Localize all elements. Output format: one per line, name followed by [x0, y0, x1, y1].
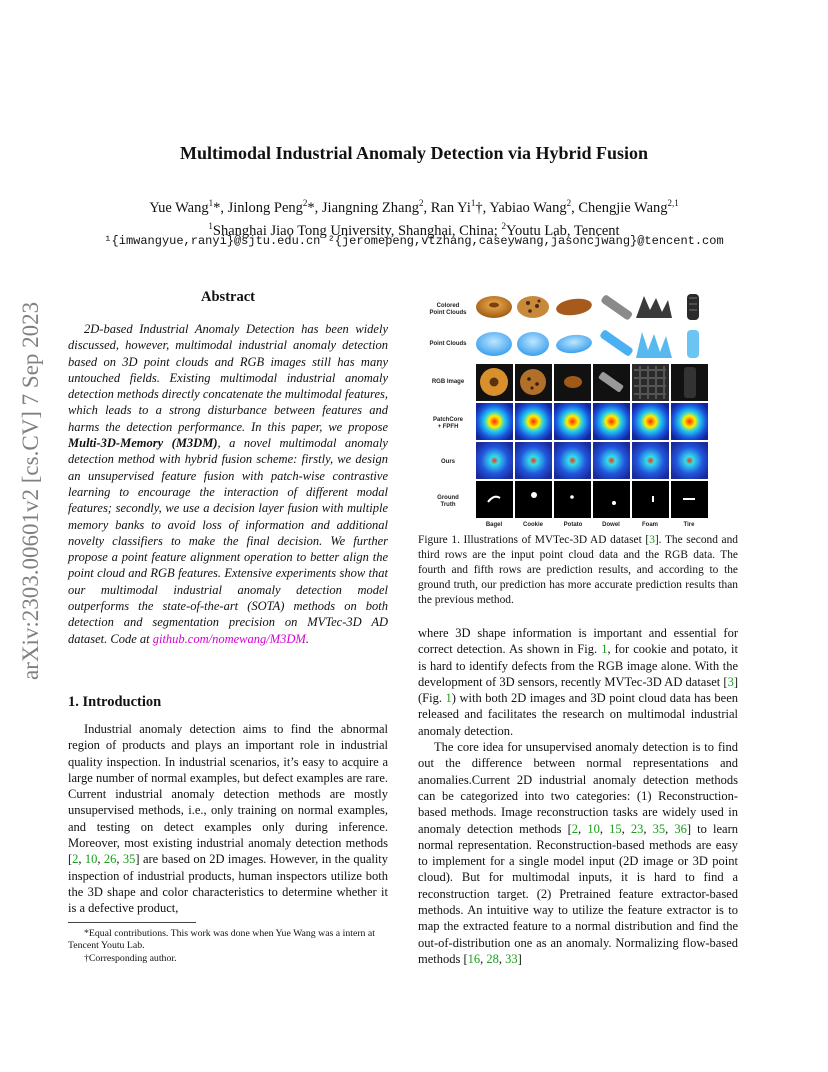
intro-heading: 1. Introduction [68, 694, 162, 710]
row-label-patchcore: PatchCore [432, 417, 464, 423]
citation-link[interactable]: 10 [84, 852, 98, 867]
figure-1-caption: Figure 1. Illustrations of MVTec-3D AD dataset [3]. The second and third rows are the input point cloud data and the RGB data. The fourth and fifth rows are prediction results, and according to the ground truth, our prediction has more accurate prediction results than the previous method. [418, 534, 738, 606]
row-label-gt: Ground [437, 495, 459, 501]
col-label-potato: Potato [563, 522, 583, 528]
citation-link[interactable]: 3 [727, 674, 734, 689]
author-block [0, 194, 828, 240]
citation-link[interactable]: 35 [652, 821, 666, 836]
row-label-colored-2: Point Clouds [429, 310, 467, 316]
col-label-dowel: Dowel [602, 522, 620, 528]
citation-link[interactable]: 15 [609, 821, 622, 836]
citation-link[interactable]: 35 [122, 852, 136, 867]
citation-link[interactable]: 2 [72, 852, 79, 867]
citation-link[interactable]: 26 [103, 852, 117, 867]
row-point-clouds [476, 329, 699, 358]
method-name: Multi-3D-Memory (M3DM) [68, 436, 218, 451]
row-ours-predictions [476, 442, 708, 479]
right-column-body [418, 625, 738, 967]
arxiv-stamp: arXiv:2303.00601v2 [cs.CV] 7 Sep 2023 [18, 301, 43, 680]
citation-link[interactable]: 23 [630, 821, 644, 836]
row-label-pointcloud: Point Clouds [429, 341, 467, 347]
row-label-rgb: RGB Image [431, 379, 465, 385]
affiliations: $^1$Shanghai Jiao Tong University, Shanghai, China; $^2$Youtu Lab, Tencent [208, 220, 620, 239]
col-label-foam: Foam [641, 522, 659, 528]
col-label-bagel: Bagel [485, 522, 503, 528]
abstract-body: 2D-based Industrial Anomaly Detection has been widely discussed, however, multimodal industrial anomaly detection based on 3D point clouds and RGB images still has many untouched fields. Existing multimodal industrial anomaly detection methods directly concatenate the multimodal features, which leads to a strong disturbance between features and harms the detection performance. In this paper, we propose Multi-3D-Memory (M3DM), a novel multimodal anomaly detection method with hybrid fusion scheme: firstly, we design an unsupervised feature fusion with patch-wise contrastive learning to encourage the interaction of different modal features; secondly, we use a decision layer fusion with multiple memory banks to avoid loss of information and additional novelty classifiers to make the final decision. We further propose a point feature alignment operation to better align the point cloud and RGB features. Extensive experiments show that our multimodal industrial anomaly detection model outperforms the state-of-the-art (SOTA) methods on both detection and segmentation precision on MVTec-3D AD dataset. Code at github.com/nomewang/M3DM. [68, 322, 388, 646]
author-emails: ¹{imwangyue,ranyi}@sjtu.edu.cn ²{jeromepeng,vtzhang,caseywang,jasoncjwang}@tencent.com [104, 234, 724, 248]
right-paragraph-1: where 3D shape information is important and essential for correct detection. As shown in Fig. 1, for cookie and potato, it is hard to identify defects from the RGB image alone. With the development of 3D sensors, recently MVTec-3D AD dataset [3] (Fig. 1) with both 2D images and 3D point cloud data has been released and facilitates the research on multimodal industrial anomaly detection. [418, 626, 738, 738]
row-colored-point-clouds [476, 294, 699, 321]
col-label-tire: Tire [683, 522, 695, 528]
citation-link[interactable]: 28 [486, 951, 499, 966]
footnote-equal-contrib: *Equal contributions. This work was done when Yue Wang was a intern at Tencent Youtu Lab. [68, 928, 375, 951]
row-label-gt-2: Truth [440, 502, 456, 508]
figure-1-image [418, 294, 738, 529]
citation-link[interactable]: 10 [587, 821, 600, 836]
paper-title: Multimodal Industrial Anomaly Detection via Hybrid Fusion [179, 143, 649, 163]
footnote-divider [68, 922, 196, 923]
row-label-patchcore-2: + FPFH [437, 424, 459, 430]
citation-link[interactable]: 16 [467, 951, 481, 966]
figure-1 [418, 294, 738, 529]
intro-paragraph: Industrial anomaly detection aims to find the abnormal region of products and plays an important role in industrial quality inspection. In industrial scenarios, it’s easy to acquire a large number of normal examples, but defect examples are rare. Current industrial anomaly detection methods are mostly unsupervised methods, i.e., only training on normal examples, and testing on detect examples only during inference. Moreover, most existing industrial anomaly detection methods [2, 10, 26, 35] are based on 2D images. However, in the quality inspection of industrial products, human inspectors utilize both the 3D shape and color characteristics to determine whether it is a defective product, [68, 722, 389, 916]
row-label-colored: Colored [436, 303, 460, 309]
column-labels [486, 522, 695, 528]
figure-ref-link[interactable]: 1 [445, 691, 452, 706]
right-paragraph-2: The core idea for unsupervised anomaly detection is to find out the difference between normal representations and anomalies.Current 2D industrial anomaly detection methods can be categorized into two categories: (1) Reconstruction-based methods. Image reconstruction tasks are widely used in anomaly detection methods [2, 10, 15, 23, 35, 36] to learn normal representation. Reconstruction-based methods are easy to implement for a single model input (2D image or 3D point cloud). But for multimodal inputs, it is hard to find a reconstruction target. (2) Pretrained feature extractor-based methods. An intuitive way to utilize the feature extractor is to map the extracted feature to a normal distribution and find the out-of-distribution one as an anomaly. Normalizing flow-based methods [16, 28, 33] [418, 740, 739, 966]
figure-ref-link[interactable]: 1 [601, 642, 608, 657]
row-labels [430, 303, 468, 508]
row-patchcore-predictions [476, 403, 708, 440]
code-link[interactable]: github.com/nomewang/M3DM [152, 631, 306, 646]
citation-link[interactable]: 36 [674, 821, 687, 836]
row-rgb-images [476, 364, 708, 401]
row-ground-truth [476, 481, 708, 518]
col-label-cookie: Cookie [522, 522, 544, 528]
footnote-corresponding: †Corresponding author. [84, 953, 177, 964]
row-label-ours: Ours [440, 459, 456, 465]
abstract-heading: Abstract [201, 289, 255, 305]
author-list: Yue Wang$^1$*, Jinlong Peng$^2$*, Jiangning Zhang$^2$, Ran Yi$^1$†, Yabiao Wang$^2$, Chengjie Wang$^{2,1}$ [149, 198, 679, 216]
citation-link[interactable]: 2 [571, 821, 579, 836]
citation-link[interactable]: 3 [649, 534, 655, 546]
citation-link[interactable]: 33 [505, 951, 518, 966]
